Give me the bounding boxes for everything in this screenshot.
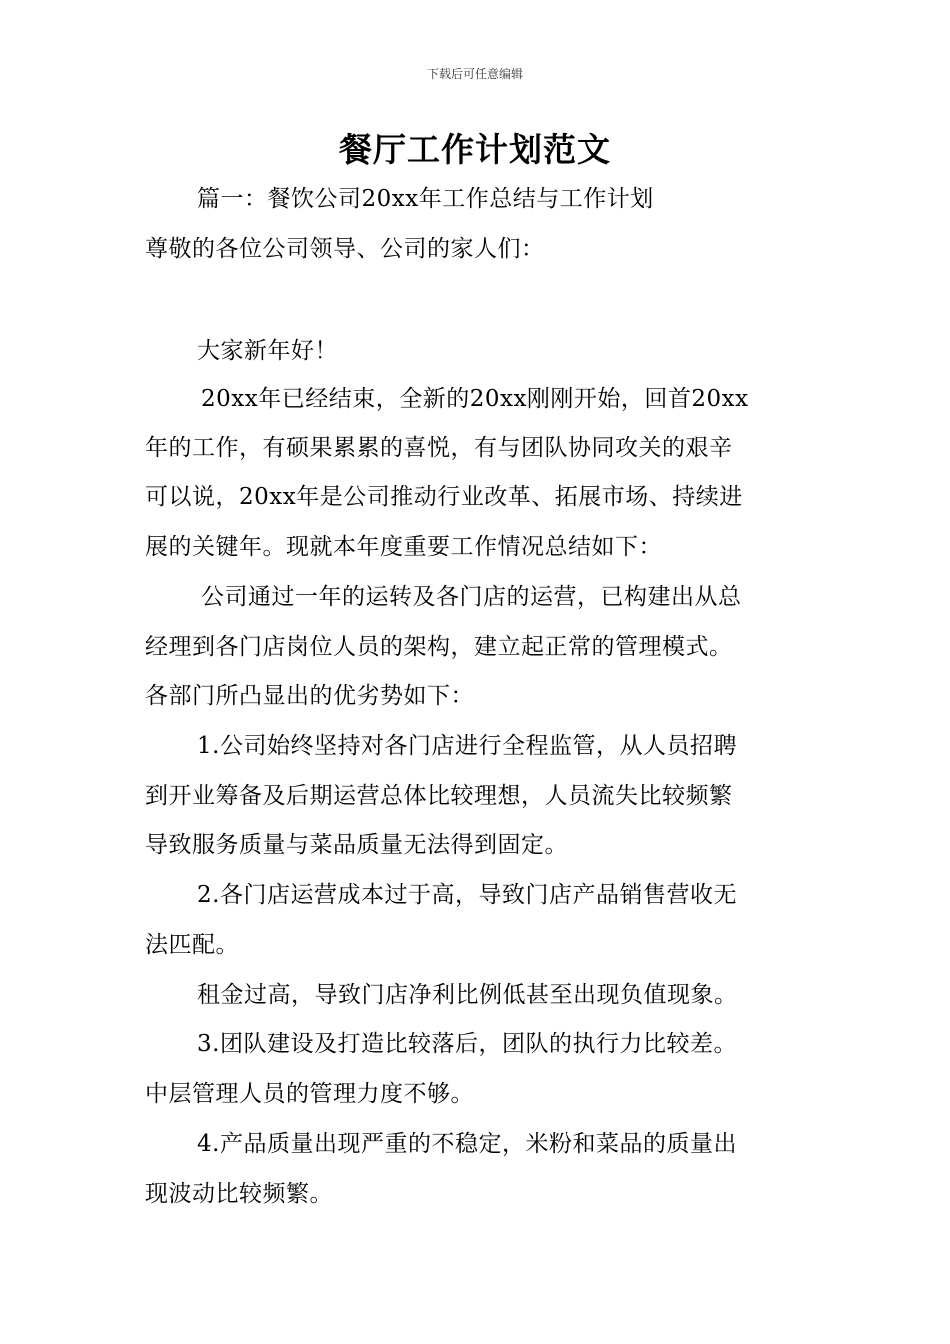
list-item-line: 1.公司始终坚持对各门店进行全程监管，从人员招聘 <box>197 733 737 759</box>
paragraph-line: 展的关键年。现就本年度重要工作情况总结如下： <box>145 534 662 560</box>
list-item-line: 2.各门店运营成本过于高，导致门店产品销售营收无 <box>197 882 737 908</box>
salutation: 尊敬的各位公司领导、公司的家人们： <box>145 236 545 262</box>
list-item-line: 到开业筹备及后期运营总体比较理想，人员流失比较频繁 <box>145 783 733 809</box>
list-item-line: 法匹配。 <box>145 932 239 958</box>
list-item-line: 4.产品质量出现严重的不稳定，米粉和菜品的质量出 <box>197 1131 737 1157</box>
header-note: 下载后可任意编辑 <box>426 67 523 81</box>
paragraph-line: 租金过高，导致门店净利比例低甚至出现负值现象。 <box>197 982 738 1008</box>
list-item-line: 3.团队建设及打造比较落后，团队的执行力比较差。 <box>197 1031 737 1057</box>
paragraph-line: 各部门所凸显出的优劣势如下： <box>145 683 474 709</box>
paragraph-line: 公司通过一年的运转及各门店的运营，已构建出从总 <box>201 584 742 610</box>
paragraph-line: 年的工作，有硕果累累的喜悦，有与团队协同攻关的艰辛 <box>145 435 733 461</box>
paragraph-line: 20xx年已经结束，全新的20xx刚刚开始，回首20xx <box>201 386 749 412</box>
list-item-line: 导致服务质量与菜品质量无法得到固定。 <box>145 832 568 858</box>
greeting: 大家新年好！ <box>197 338 338 364</box>
list-item-line: 中层管理人员的管理力度不够。 <box>145 1081 474 1107</box>
paragraph-line: 经理到各门店岗位人员的架构，建立起正常的管理模式。 <box>145 634 733 660</box>
section-heading: 篇一：餐饮公司20xx年工作总结与工作计划 <box>197 186 654 212</box>
document-title: 餐厅工作计划范文 <box>339 130 611 169</box>
paragraph-line: 可以说，20xx年是公司推动行业改革、拓展市场、持续进 <box>145 484 743 510</box>
list-item-line: 现波动比较频繁。 <box>145 1181 333 1207</box>
